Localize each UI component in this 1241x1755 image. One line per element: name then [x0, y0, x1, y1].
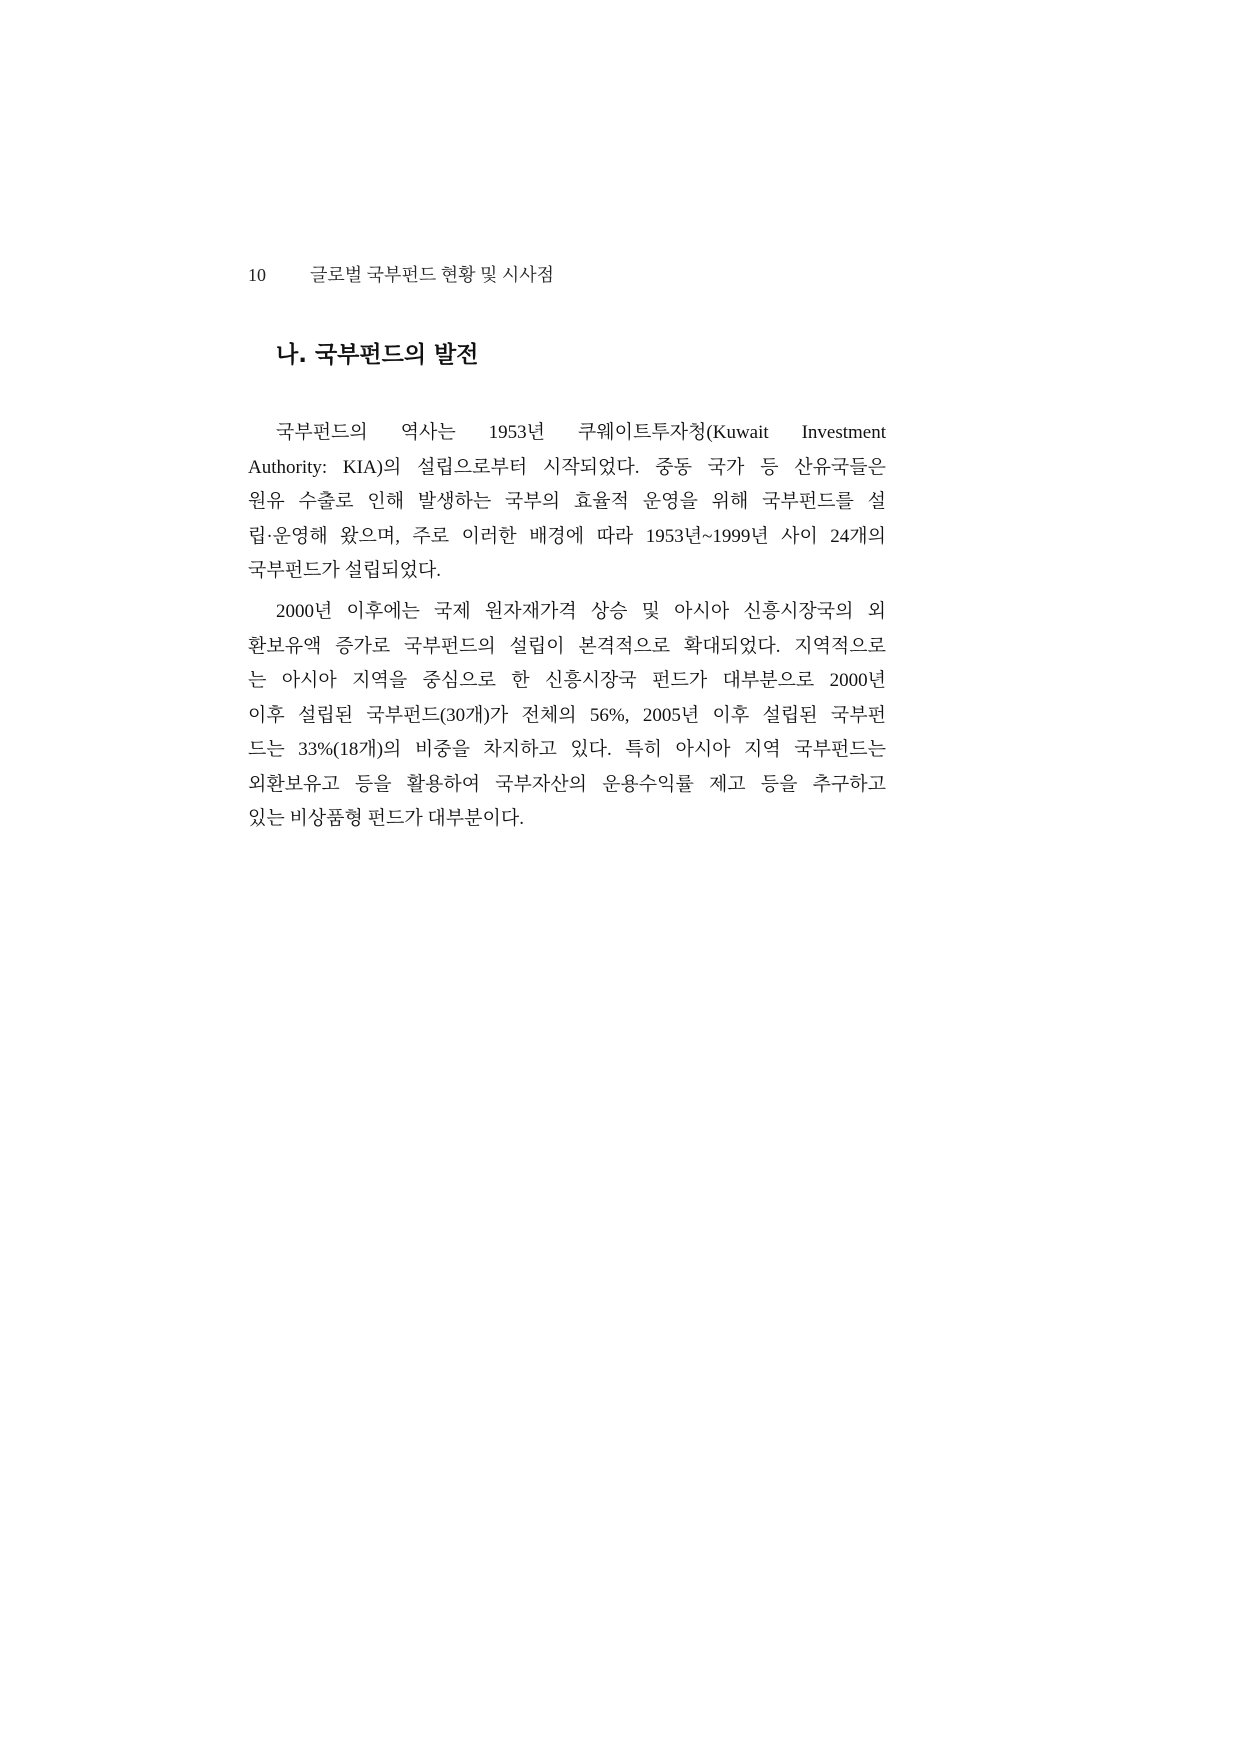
text-line: 원유 수출로 인해 발생하는 국부의 효율적 운영을 위해 국부펀드를 설	[248, 491, 886, 512]
text-line: 외환보유고 등을 활용하여 국부자산의 운용수익률 제고 등을 추구하고	[248, 773, 886, 795]
text-line: 2000년 이후에는 국제 원자재가격 상승 및 아시아 신흥시장국의 외	[276, 601, 886, 622]
text-line: 이후 설립된 국부펀드(30개)가 전체의 56%, 2005년 이후 설립된 국부펀	[248, 704, 886, 726]
text-line: 국부펀드의 역사는 1953년 쿠웨이트투자청(Kuwait Investment	[276, 422, 886, 443]
running-header	[248, 261, 554, 287]
text-line: 립·운영해 왔으며, 주로 이러한 배경에 따라 1953년~1999년 사이 24개의	[248, 525, 886, 547]
running-title: 글로벌 국부펀드 현황 및 시사점	[310, 265, 555, 285]
paragraph-2	[248, 595, 886, 837]
paragraph-1	[248, 416, 886, 589]
text-line: 드는 33%(18개)의 비중을 차지하고 있다. 특히 아시아 지역 국부펀드는	[248, 739, 886, 760]
section-heading: 나. 국부펀드의 발전	[276, 342, 479, 368]
text-line: 국부펀드가 설립되었다.	[248, 560, 442, 581]
text-line: 는 아시아 지역을 중심으로 한 신흥시장국 펀드가 대부분으로 2000년	[248, 670, 886, 691]
text-line: 환보유액 증가로 국부펀드의 설립이 본격적으로 확대되었다. 지역적으로	[248, 635, 886, 657]
text-line: Authority: KIA)의 설립으로부터 시작되었다. 중동 국가 등 산유국들은	[248, 456, 886, 478]
page-number: 10	[248, 265, 266, 285]
text-line: 있는 비상품형 펀드가 대부분이다.	[248, 808, 524, 829]
